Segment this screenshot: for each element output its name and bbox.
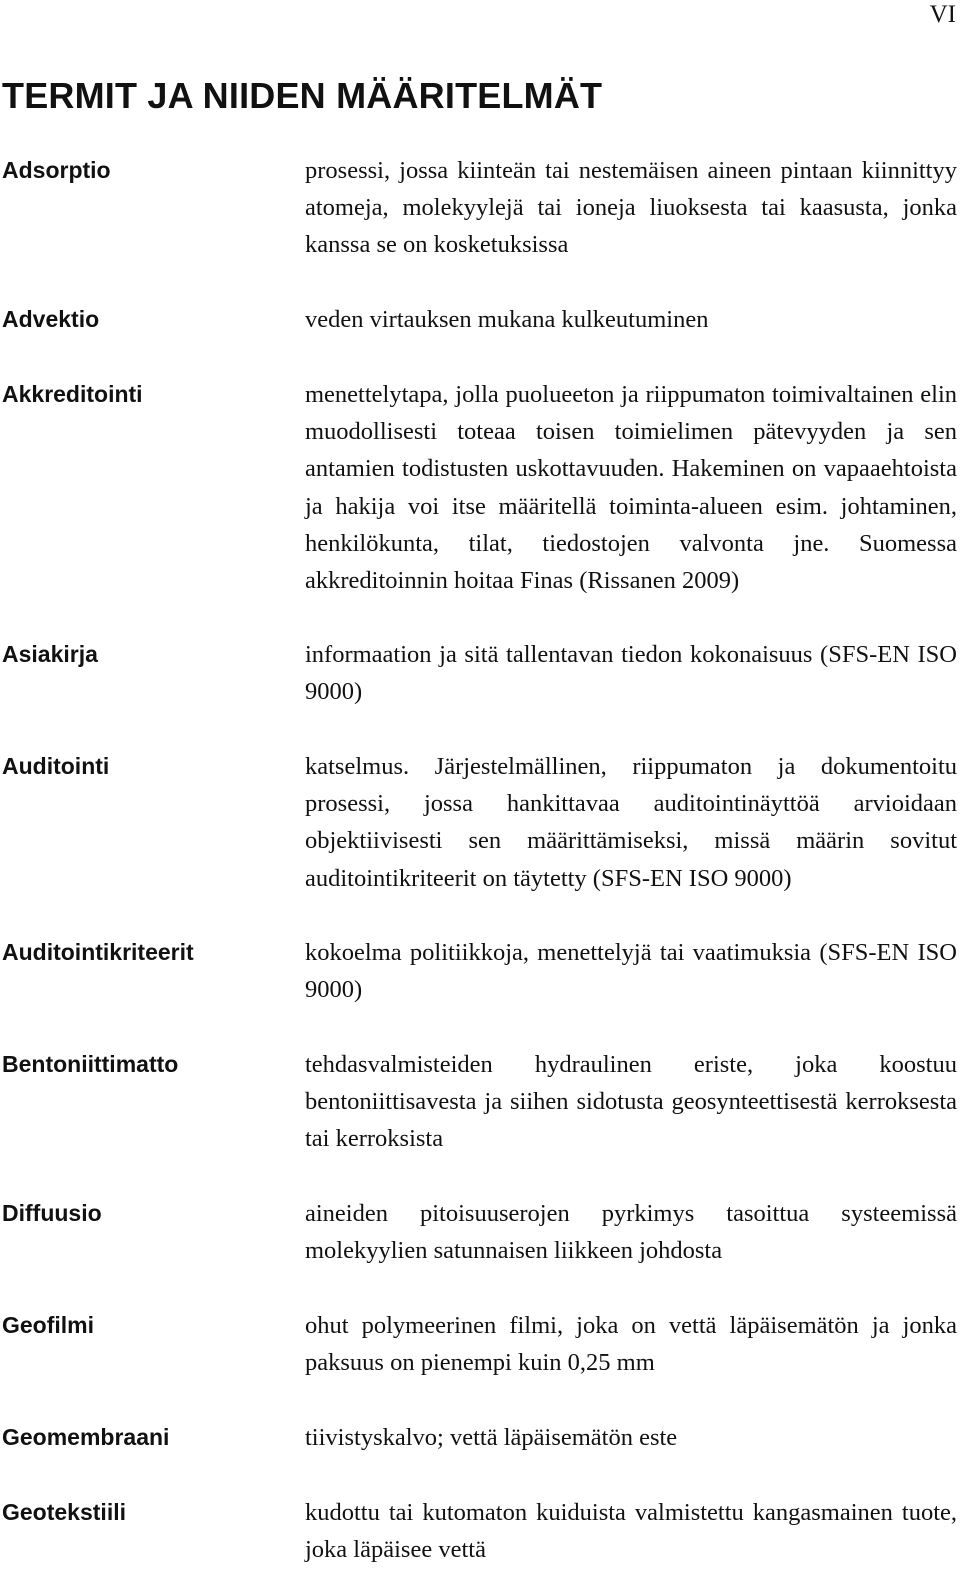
term-label: Geomembraani	[2, 1424, 170, 1450]
page-title: TERMIT JA NIIDEN MÄÄRITELMÄT	[2, 75, 603, 116]
term-label: Asiakirja	[2, 641, 98, 667]
term-label: Akkreditointi	[2, 381, 143, 407]
term-label: Geofilmi	[2, 1312, 95, 1338]
term-definition: tiivistyskalvo; vettä läpäisemätön este	[305, 1424, 678, 1451]
term-label: Adsorptio	[2, 157, 111, 183]
term-definition: kokoelma politiikkoja, menettelyjä tai vaatimuksia (SFS-EN ISO 9000)	[305, 939, 957, 1004]
term-definition: katselmus. Järjestelmällinen, riippumaton ja dokumentoitu prosessi, jossa hankittavaa auditointinäyttöä arvioidaan objektiivisesti sen määrittämiseksi, missä määrin sovitut auditointikriteerit on täytetty (SFS-EN ISO 9000)	[305, 753, 957, 892]
term-label: Auditointi	[2, 753, 110, 779]
term-label: Diffuusio	[2, 1200, 102, 1226]
term-label: Bentoniittimatto	[2, 1051, 179, 1077]
term-definition: ohut polymeerinen filmi, joka on vettä läpäisemätön ja jonka paksuus on pienempi kuin 0,25 mm	[305, 1312, 957, 1377]
term-definition: informaation ja sitä tallentavan tiedon kokonaisuus (SFS-EN ISO 9000)	[305, 641, 957, 706]
term-definition: veden virtauksen mukana kulkeutuminen	[305, 306, 709, 333]
term-definition: menettelytapa, jolla puolueeton ja riippumaton toimivaltainen elin muodollisesti toteaa toisen toimielimen pätevyyden ja sen antamien todistusten uskottavuuden. Hakeminen on vapaaehtoista ja hakija voi itse määritellä toiminta-alueen esim. johtaminen, henkilökunta, tilat, tiedostojen valvonta jne. Suomessa akkreditoinnin hoitaa Finas (Rissanen 2009)	[305, 381, 957, 595]
term-label: Auditointikriteerit	[2, 939, 194, 965]
term-definition: tehdasvalmisteiden hydraulinen eriste, joka koostuu bentoniittisavesta ja siihen sidotusta geosynteettisestä kerroksesta tai kerroksista	[305, 1051, 957, 1153]
term-definition: aineiden pitoisuuserojen pyrkimys tasoittua systeemissä molekyylien satunnaisen liikkeen johdosta	[305, 1200, 957, 1265]
term-definition: prosessi, jossa kiinteän tai nestemäisen aineen pintaan kiinnittyy atomeja, molekyylejä tai ioneja liuoksesta tai kaasusta, jonka kanssa se on kosketuksissa	[305, 157, 957, 259]
term-label: Geotekstiili	[2, 1499, 126, 1525]
term-label: Advektio	[2, 306, 100, 332]
page-number: VI	[929, 1, 956, 28]
term-definition: kudottu tai kutomaton kuiduista valmistettu kangasmainen tuote, joka läpäisee vettä	[305, 1499, 957, 1564]
